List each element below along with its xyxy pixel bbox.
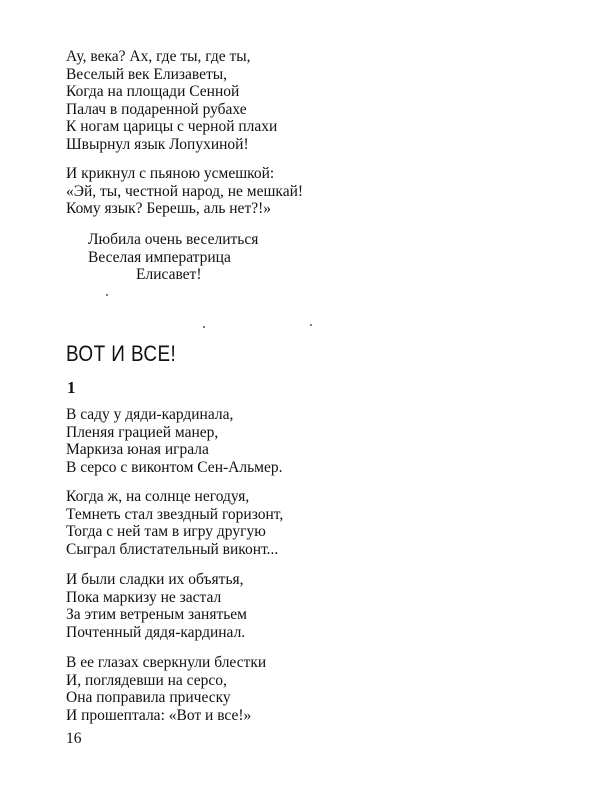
stanza-3 xyxy=(66,406,282,476)
poem-line: И были сладки их объятья, xyxy=(66,571,244,588)
stanza-4 xyxy=(66,488,283,558)
poem-line: В ее глазах сверкнули блестки xyxy=(66,654,267,671)
poem-line: Ау, века? Ах, где ты, где ты, xyxy=(66,48,251,65)
poem-line: Когда ж, на солнце негодуя, xyxy=(66,488,250,505)
poem-line: Пока маркизу не застал xyxy=(66,588,222,606)
poem-line: И прошептала: «Вот и все!» xyxy=(66,706,252,724)
poem-line: Веселый век Елизаветы, xyxy=(66,65,228,83)
refrain-line: Веселая императрица xyxy=(88,248,231,266)
poem-line: Сыграл блистательный виконт... xyxy=(66,540,279,558)
poem-line: Палач в подаренной рубахе xyxy=(66,100,247,118)
poem-line: Она поправила прическу xyxy=(66,689,231,706)
scan-speck xyxy=(106,294,108,296)
poem-line: В серсо с виконтом Сен-Альмер. xyxy=(66,458,283,476)
refrain-line: Любила очень веселиться xyxy=(88,231,259,248)
poem-line: В саду у дяди-кардинала, xyxy=(66,406,234,423)
page-number: 16 xyxy=(66,730,82,747)
refrain xyxy=(88,231,258,284)
poem-line: За этим ветреным занятьем xyxy=(66,606,247,623)
stanza-5 xyxy=(66,571,247,641)
poem-line: Почтенный дядя-кардинал. xyxy=(66,623,246,641)
poem-line: Тогда с ней там в игру другую xyxy=(66,523,266,540)
poem-line: Темнеть стал звездный горизонт, xyxy=(66,505,284,523)
section-number: 1 xyxy=(67,378,76,397)
stanza-1 xyxy=(66,48,277,153)
poem-line: Пленяя грацией манер, xyxy=(66,423,219,441)
scan-speck xyxy=(310,324,312,326)
poem-line: Когда на площади Сенной xyxy=(66,83,240,100)
poem-title: ВОТ И ВСЕ! xyxy=(66,341,177,366)
poem-line: «Эй, ты, честной народ, не мешкай! xyxy=(66,182,304,200)
poem-line: И, поглядевши на серсо, xyxy=(66,671,227,689)
poem-line: К ногам царицы с черной плахи xyxy=(66,118,278,135)
poem-line: И крикнул с пьяною усмешкой: xyxy=(66,165,275,182)
poem-line: Маркиза юная играла xyxy=(66,441,209,458)
stanza-2 xyxy=(66,165,303,218)
poem-line: Кому язык? Берешь, аль нет?!» xyxy=(66,200,272,217)
refrain-line: Елисавет! xyxy=(136,266,202,283)
poem-line: Швырнул язык Лопухиной! xyxy=(66,135,249,153)
stanza-6 xyxy=(66,654,266,724)
scan-speck xyxy=(203,326,205,328)
